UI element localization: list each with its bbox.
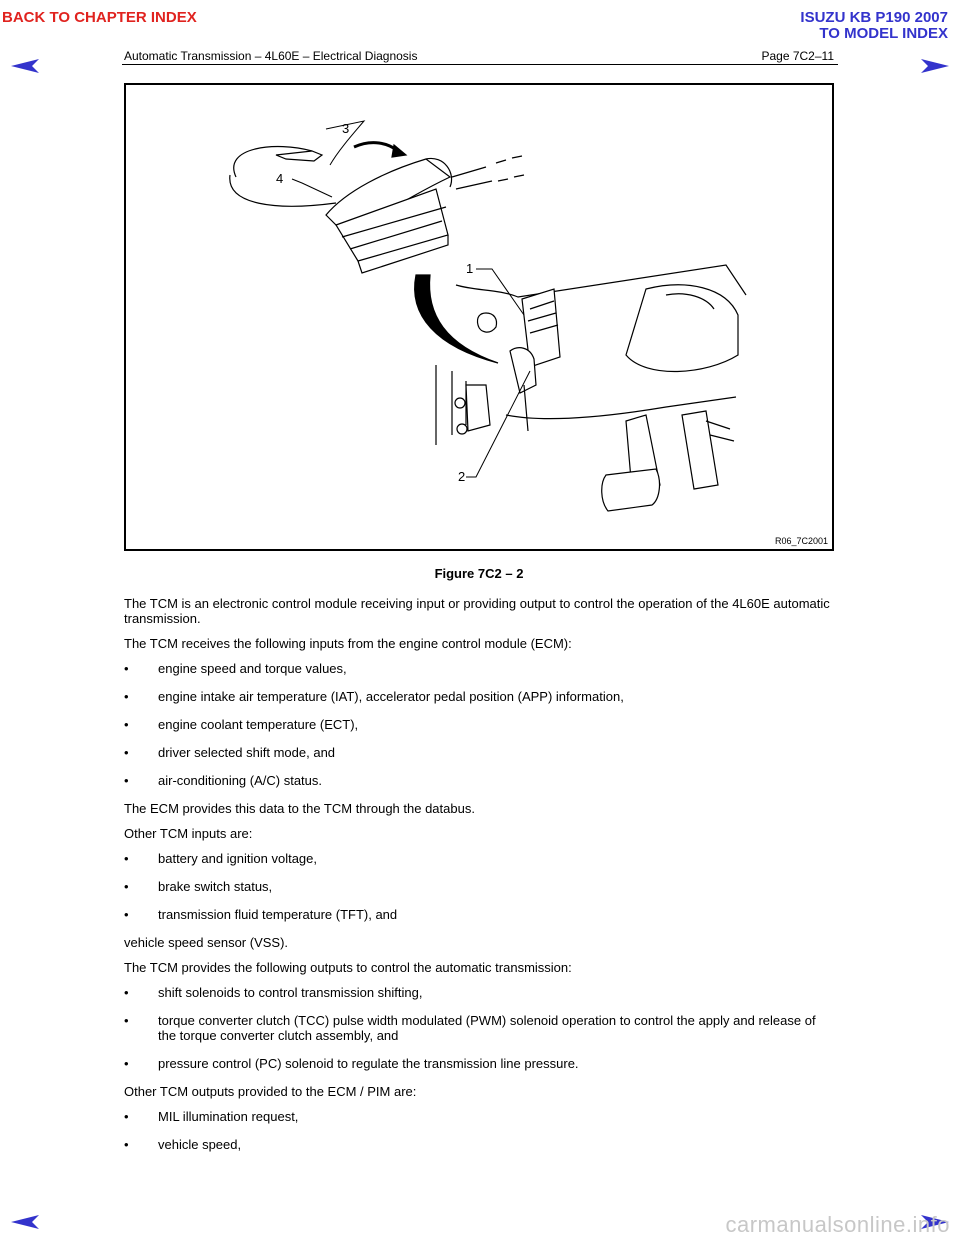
to-model-index-link[interactable]: TO MODEL INDEX: [819, 25, 948, 42]
tcm-location-illustration: [126, 85, 832, 549]
ecm-inputs-heading: The TCM receives the following inputs from the engine control module (ECM):: [124, 636, 572, 651]
other-inputs-heading: Other TCM inputs are:: [124, 826, 253, 841]
site-watermark: carmanualsonline.info: [725, 1212, 950, 1237]
callout-1: 1: [466, 261, 474, 276]
back-to-chapter-index-link[interactable]: BACK TO CHAPTER INDEX: [2, 9, 197, 26]
list-item: • driver selected shift mode, and: [124, 745, 836, 760]
outputs-list: [124, 985, 836, 1071]
outputs-heading: The TCM provides the following outputs to control the automatic transmission:: [124, 960, 572, 975]
ecm-inputs-list: [124, 661, 836, 788]
vss-line: vehicle speed sensor (VSS).: [124, 935, 289, 950]
page-number: Page 7C2–11: [761, 49, 834, 63]
running-header-title: Automatic Transmission – 4L60E – Electrical Diagnosis: [124, 49, 418, 63]
figure-reference-code: R06_7C2001: [774, 536, 828, 546]
tcm-location-figure: [124, 83, 834, 551]
list-item: • air-conditioning (A/C) status.: [124, 773, 836, 788]
intro-paragraph: The TCM is an electronic control module receiving input or providing output to control the operation of the 4L60E automatic transmission.: [124, 596, 830, 626]
callout-2: 2: [458, 469, 466, 484]
callout-3: 3: [342, 121, 350, 136]
list-item: • brake switch status,: [124, 879, 836, 894]
body-text: [124, 596, 836, 1165]
list-item: • vehicle speed,: [124, 1137, 836, 1152]
model-title: ISUZU KB P190 2007: [800, 9, 948, 26]
header-rule: [122, 64, 838, 65]
list-item: • battery and ignition voltage,: [124, 851, 836, 866]
list-item: • engine intake air temperature (IAT), accelerator pedal position (APP) information,: [124, 689, 836, 704]
previous-page-arrow-icon[interactable]: [10, 1214, 40, 1230]
list-item: • shift solenoids to control transmission shifting,: [124, 985, 836, 1000]
list-item: • torque converter clutch (TCC) pulse width modulated (PWM) solenoid operation to control the apply and release of the torque converter clutch assembly, and: [124, 1013, 836, 1043]
next-page-arrow-icon[interactable]: [920, 58, 950, 74]
ecm-databus-note: The ECM provides this data to the TCM through the databus.: [124, 801, 475, 816]
list-item: • engine coolant temperature (ECT),: [124, 717, 836, 732]
previous-page-arrow-icon[interactable]: [10, 58, 40, 74]
list-item: • MIL illumination request,: [124, 1109, 836, 1124]
other-inputs-list: [124, 851, 836, 922]
list-item: • pressure control (PC) solenoid to regulate the transmission line pressure.: [124, 1056, 836, 1071]
figure-caption: Figure 7C2 – 2: [434, 566, 524, 581]
list-item: • transmission fluid temperature (TFT), and: [124, 907, 836, 922]
list-item: • engine speed and torque values,: [124, 661, 836, 676]
ecm-outputs-heading: Other TCM outputs provided to the ECM / PIM are:: [124, 1084, 417, 1099]
ecm-outputs-list: [124, 1109, 836, 1152]
callout-4: 4: [276, 171, 284, 186]
